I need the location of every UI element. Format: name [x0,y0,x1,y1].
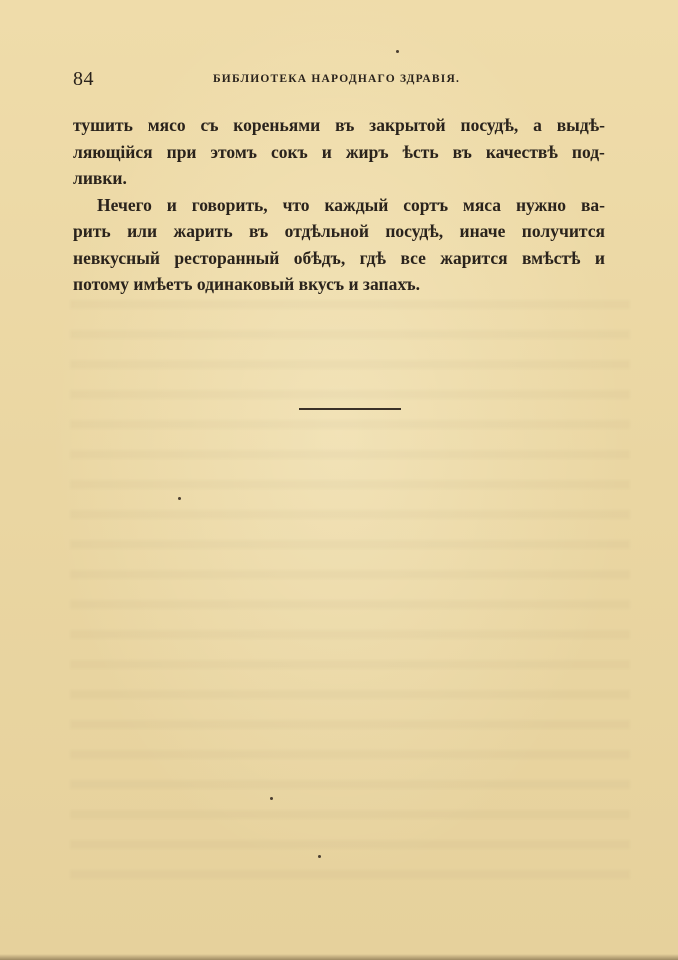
paper-speck [178,497,181,500]
paper-speck [318,855,321,858]
running-title: БИБЛИОТЕКА НАРОДНАГО ЗДРАВІЯ. [213,73,461,85]
text-line: потому имѣетъ одинаковый вкусъ и запахъ. [73,274,420,294]
text-line: Нечего и говорить, что каждый сортъ мяса нужно ва- [97,194,605,215]
text-line: невкусный ресторанный обѣдъ, гдѣ все жарится вмѣстѣ и [73,247,605,268]
text-line: рить или жарить въ отдѣльной посудѣ, иначе получится [73,221,605,241]
body-text [73,112,605,298]
page-number: 84 [73,68,94,90]
text-line: тушить мясо съ кореньями въ закрытой посудѣ, а выдѣ- [73,115,605,135]
page-header [73,68,608,92]
section-divider [299,408,401,410]
text-line: ливки. [73,168,127,188]
text-line: ляющійся при этомъ сокъ и жиръ ѣсть въ качествѣ под- [73,141,605,162]
paper-speck [270,797,273,800]
paper-speck [396,50,399,53]
page-edge-shadow [0,954,678,960]
show-through-text [70,300,630,900]
